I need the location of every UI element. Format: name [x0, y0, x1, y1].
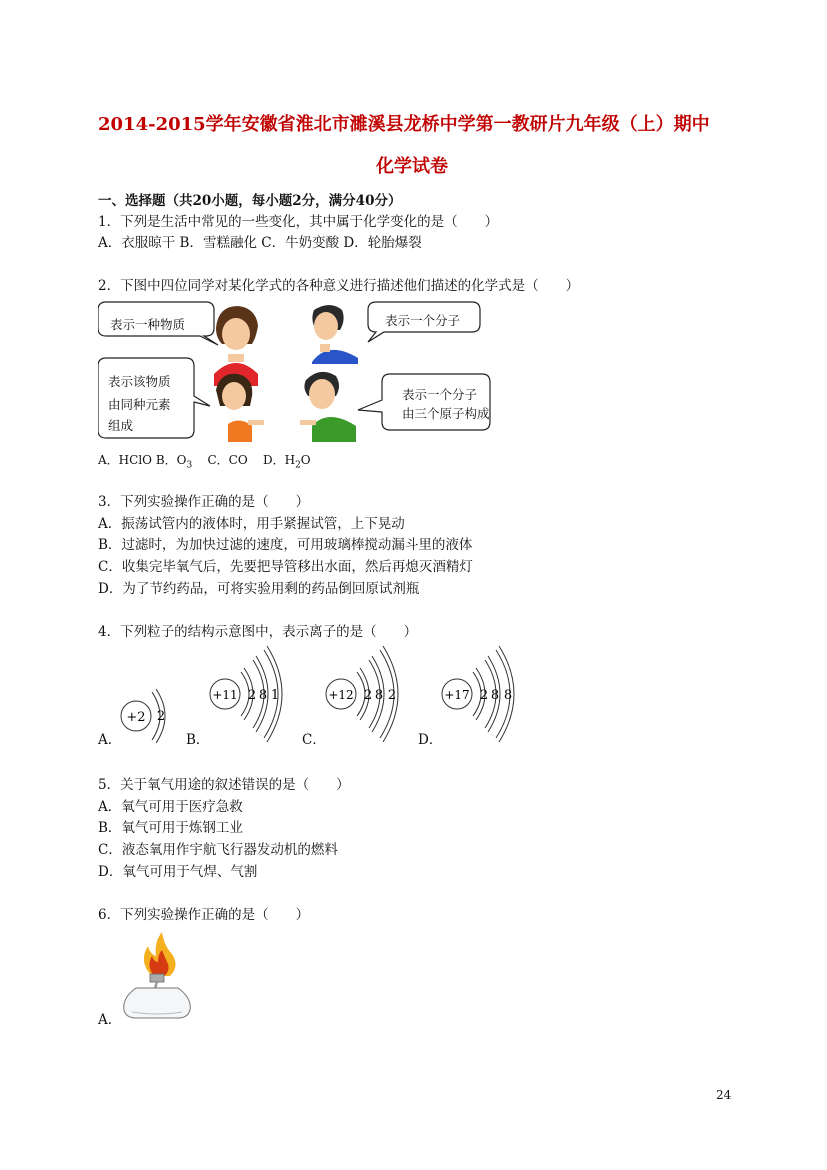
q2-option-d-subscript: 2: [295, 460, 301, 471]
svg-text:1: 1: [270, 688, 280, 703]
question-5-option-c: C．液态氧用作宇航飞行器发动机的燃料: [98, 842, 338, 858]
student-figure-4: [300, 372, 356, 442]
svg-text:2: 2: [247, 688, 257, 703]
student-figure-2: [312, 305, 358, 364]
question-3-option-b: B．过滤时，为加快过滤的速度，可用玻璃棒搅动漏斗里的液体: [98, 537, 473, 553]
svg-text:8: 8: [503, 688, 513, 703]
question-6-option-a: A．: [98, 1012, 122, 1028]
bubble-3-line2: 由同种元素: [108, 397, 171, 412]
question-5-option-a: A．氧气可用于医疗急救: [98, 799, 243, 815]
bubble-2-text: 表示一个分子: [385, 313, 461, 328]
svg-text:8: 8: [490, 688, 500, 703]
q2-option-c: C．CO: [207, 453, 248, 467]
bubble-3-line1: 表示该物质: [108, 374, 171, 389]
question-4-stem: 4．下列粒子的结构示意图中，表示离子的是（ ）: [98, 624, 418, 640]
svg-text:+11: +11: [212, 688, 238, 702]
question-2-options: [98, 451, 311, 470]
svg-text:+2: +2: [126, 710, 146, 725]
svg-text:2: 2: [363, 688, 373, 703]
atom-diagram-c: [326, 646, 398, 742]
q4-label-a: A．: [98, 732, 122, 748]
question-3-option-c: C．收集完毕氧气后，先要把导管移出水面，然后再熄灭酒精灯: [98, 559, 473, 575]
atom-diagram-b: [210, 646, 282, 742]
q2-option-a: A．HClO: [98, 453, 152, 467]
bubble-3-line3: 组成: [108, 418, 134, 433]
section-heading: 一、选择题（共20小题，每小题2分，满分40分）: [98, 193, 402, 209]
page-number: 24: [716, 1088, 732, 1102]
question-5-option-d: D．氧气可用于气焊、气割: [98, 864, 258, 880]
bubble-4-line2: 由三个原子构成: [402, 406, 490, 421]
bubble-1-text: 表示一种物质: [110, 317, 186, 332]
question-3-option-a: A．振荡试管内的液体时，用手紧握试管，上下晃动: [98, 516, 405, 532]
atom-diagram-d: [442, 646, 514, 742]
bubble-4-line1: 表示一个分子: [402, 387, 478, 402]
alcohol-lamp-illustration: [116, 930, 196, 1020]
question-1-stem: 1．下列是生活中常见的一些变化，其中属于化学变化的是（ ）: [98, 214, 499, 230]
q4-label-c: C．: [302, 732, 326, 748]
svg-text:2: 2: [479, 688, 489, 703]
q2-option-d-tail: O: [300, 453, 311, 467]
q4-label-b: B．: [186, 732, 210, 748]
svg-text:2: 2: [156, 709, 166, 724]
question-2-stem: 2．下图中四位同学对某化学式的各种意义进行描述他们描述的化学式是（ ）: [98, 278, 580, 294]
atom-diagram-a: [121, 689, 165, 743]
svg-text:+12: +12: [328, 688, 354, 702]
page-title-line2: 化学试卷: [376, 156, 448, 177]
question-6-stem: 6．下列实验操作正确的是（ ）: [98, 907, 310, 923]
question-3-option-d: D．为了节约药品，可将实验用剩的药品倒回原试剂瓶: [98, 581, 420, 597]
svg-text:8: 8: [374, 688, 384, 703]
svg-text:8: 8: [258, 688, 268, 703]
page-title-line1: 2014-2015学年安徽省淮北市濉溪县龙桥中学第一教研片九年级（上）期中: [98, 114, 710, 135]
svg-text:2: 2: [387, 688, 397, 703]
q2-option-b-subscript: 3: [186, 460, 193, 471]
q4-label-d: D．: [418, 732, 443, 748]
question-5-stem: 5．关于氧气用途的叙述错误的是（ ）: [98, 777, 350, 793]
q2-option-d: D．H: [262, 453, 296, 467]
q2-option-b: B．O: [155, 453, 187, 467]
svg-text:+17: +17: [444, 688, 470, 702]
question-1-options: A．衣服晾干 B．雪糕融化 C．牛奶变酸 D．轮胎爆裂: [98, 235, 422, 251]
question-5-option-b: B．氧气可用于炼钢工业: [98, 820, 243, 836]
question-3-stem: 3．下列实验操作正确的是（ ）: [98, 494, 310, 510]
